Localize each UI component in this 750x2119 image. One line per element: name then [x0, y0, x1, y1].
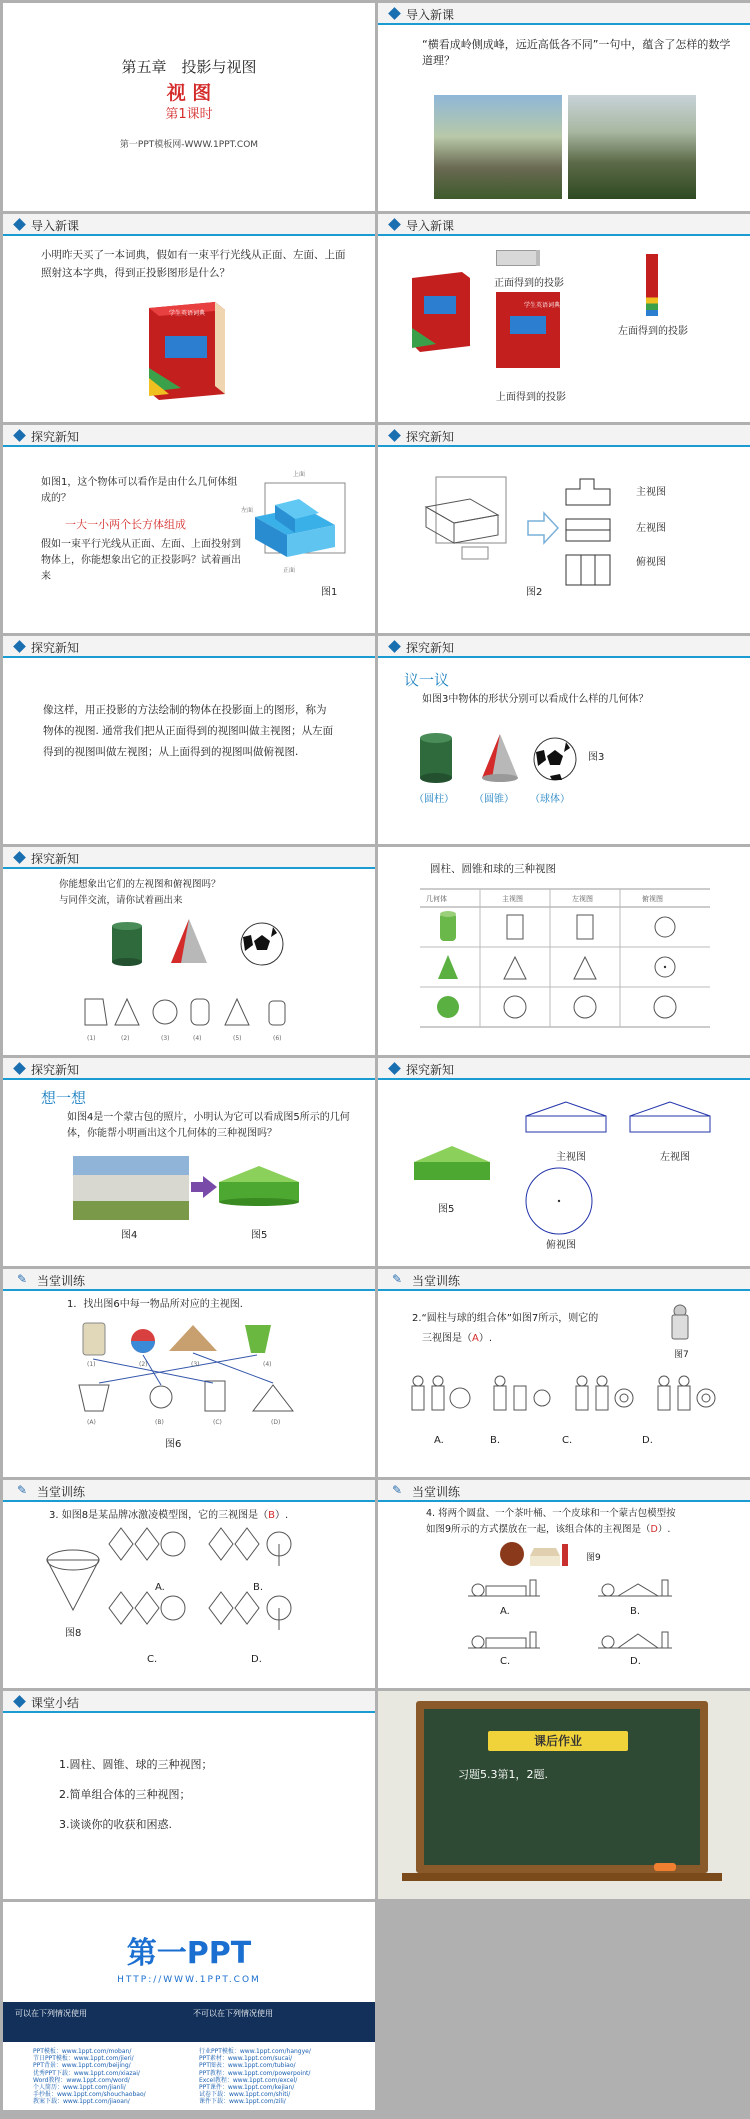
figure5-caption: 图5 [251, 1230, 268, 1241]
top-projection-label: 上面得到的投影 [496, 392, 566, 403]
summary-item: 2.简单组合体的三种视图； [59, 1788, 191, 1801]
cone-icon [169, 917, 209, 969]
candidate-label-5: (5) [233, 1035, 242, 1042]
top-projection-shape [496, 250, 538, 266]
projection-question: 假如一束平行光线从正面、左面、上面投射到物体上，你能想象出它的正投影吗？试着画出来 [41, 539, 241, 582]
exercise1-question: 1．找出图6中每一物品所对应的主视图. [67, 1299, 243, 1310]
ad-link[interactable]: 试卷下载：www.1ppt.com/shiti/ [199, 2091, 291, 2099]
candidate-label-6: (6) [273, 1035, 282, 1042]
slide-imagine-views[interactable] [3, 847, 375, 1055]
links-right [199, 2048, 311, 2106]
mountain-photo-2 [568, 95, 696, 199]
ad-link[interactable]: PPT素材：www.1ppt.com/sucai/ [199, 2055, 293, 2063]
sphere-icon [532, 736, 578, 782]
item-label-2: (2) [139, 1361, 148, 1368]
imagine-question-1: 你能想象出它们的左视图和俯视图吗？ [59, 879, 221, 890]
diamond-icon [13, 1062, 26, 1075]
exercise2-options-figure [408, 1373, 728, 1421]
label-front: 正面 [283, 567, 296, 574]
slide-header-bar [3, 1691, 375, 1713]
answer-cone: （圆锥） [474, 794, 514, 805]
figure5-caption: 图5 [438, 1204, 455, 1215]
ad-link[interactable]: 个人简历：www.1ppt.com/jianli/ [33, 2084, 126, 2092]
slide-discuss[interactable] [378, 636, 750, 844]
diamond-icon [388, 429, 401, 442]
logo-url[interactable]: HTTP://WWW.1PPT.COM [117, 1975, 261, 1985]
dictionary-3d-icon [406, 270, 476, 356]
exercise3-options-figure [107, 1526, 307, 1654]
option-a[interactable]: A. [500, 1606, 510, 1617]
ad-link[interactable]: 手抄报：www.1ppt.com/shouchaobao/ [33, 2091, 146, 2099]
exercise4-question-2: 如图9所示的方式摆放在一起，该组合体的主视图是（D）. [426, 1524, 671, 1535]
option-d[interactable]: D. [642, 1435, 653, 1446]
mountain-photo-1 [434, 95, 562, 199]
left-view-label: 左视图 [636, 523, 666, 534]
slide-views-definition[interactable] [3, 636, 375, 844]
figure2-caption: 图2 [526, 587, 543, 598]
option-b[interactable]: B. [490, 1435, 501, 1446]
ad-link[interactable]: 课件下载：www.1ppt.com/zili/ [199, 2098, 286, 2106]
arrow-right-icon [526, 511, 560, 545]
pencil-icon: ✎ [392, 1483, 403, 1497]
yurt-model-icon [412, 1142, 492, 1190]
views-table [420, 887, 710, 1053]
table-header-left: 左视图 [572, 895, 593, 903]
candidate-label-4: (4) [193, 1035, 202, 1042]
slide-header-bar [3, 425, 375, 447]
slide-header-bar [3, 636, 375, 658]
header-label: 导入新课 [31, 219, 80, 233]
exercise3-answer: B [268, 1510, 275, 1521]
composition-question: 如图1，这个物体可以看作是由什么几何体组成的？ [41, 477, 238, 504]
item-label-4: (4) [263, 1361, 272, 1368]
slide-header-bar [378, 1480, 750, 1502]
figure3-caption: 图3 [588, 752, 605, 763]
candidate-label-1: (1) [87, 1035, 96, 1042]
imagine-question-2: 与同伴交流，请你试着画出来 [59, 895, 183, 906]
option-label-d: (D) [271, 1419, 281, 1426]
header-label: 课堂小结 [31, 1696, 80, 1710]
pencil-icon: ✎ [17, 1483, 28, 1497]
header-label: 探究新知 [31, 641, 80, 655]
label-left: 左面 [241, 507, 254, 514]
top-view-label: 俯视图 [546, 1240, 576, 1251]
option-d[interactable]: D. [251, 1654, 262, 1665]
slide-figure1[interactable] [3, 425, 375, 633]
figure1-box-icon [239, 473, 359, 573]
left-view-label: 左视图 [660, 1152, 690, 1163]
left-projection-shape [646, 254, 658, 316]
option-c[interactable]: C. [500, 1656, 511, 1667]
links-left [33, 2048, 146, 2106]
option-c[interactable]: C. [147, 1654, 158, 1665]
header-label: 当堂训练 [37, 1274, 86, 1288]
exercise4-answer: D [650, 1524, 658, 1535]
summary-item: 3.谈谈你的收获和困惑. [59, 1818, 172, 1831]
option-b[interactable]: B. [253, 1582, 264, 1593]
header-label: 当堂训练 [412, 1274, 461, 1288]
yurt-photo [73, 1156, 189, 1220]
table-header-shape: 几何体 [426, 895, 447, 903]
pencil-icon: ✎ [392, 1272, 403, 1286]
sphere-icon [239, 921, 285, 967]
usage-allowed-label: 可以在下列情况使用 [15, 2009, 87, 2018]
slide-header-bar [3, 214, 375, 236]
diamond-icon [13, 640, 26, 653]
slide-dictionary-question[interactable] [3, 214, 375, 422]
option-label-b: (B) [155, 1419, 164, 1426]
pencil-icon: ✎ [17, 1272, 28, 1286]
views-definition-text: 像这样，用正投影的方法绘制的物体在投影面上的图形，称为物体的视图. 通常我们把从正面得到的视图叫做主视图；从左面得到的视图叫做左视图；从上面得到的视图叫做俯视图. [43, 704, 334, 758]
logo-text: 第一PPT [126, 1936, 252, 1971]
three-views-icon [564, 477, 616, 593]
ad-link[interactable]: 节日PPT模板：www.1ppt.com/jieri/ [33, 2055, 134, 2063]
slide-header-bar [378, 1058, 750, 1080]
arrow-right-icon [189, 1174, 219, 1200]
exercise3-question: 3. 如图8是某品牌冰激凌模型图，它的三视图是（B）. [49, 1510, 289, 1521]
front-projection-label: 正面得到的投影 [494, 278, 564, 289]
header-label: 探究新知 [406, 641, 455, 655]
exercise2-question-2: 三视图是（A）. [422, 1333, 493, 1344]
diamond-icon [388, 218, 401, 231]
site-label: 第一PPT模板网-WWW.1PPT.COM [119, 140, 259, 150]
ad-link[interactable]: Word教程：www.1ppt.com/word/ [33, 2076, 130, 2084]
think-heading: 想一想 [41, 1089, 87, 1107]
left-view-shape [628, 1100, 712, 1136]
slide-header-bar [378, 636, 750, 658]
table-header-top: 俯视图 [642, 895, 663, 903]
option-d[interactable]: D. [630, 1656, 641, 1667]
ad-link[interactable]: Excel教程：www.1ppt.com/excel/ [199, 2076, 298, 2084]
top-projection-edge [536, 250, 540, 266]
poem-question: “横看成岭侧成峰，远近高低各不同”一句中，蕴含了怎样的数学道理？ [422, 38, 731, 67]
slide-header-bar [378, 214, 750, 236]
answer-cylinder: （圆柱） [414, 794, 454, 805]
top-view-label: 俯视图 [636, 557, 666, 568]
chalk-tray [402, 1873, 722, 1881]
option-b[interactable]: B. [630, 1606, 641, 1617]
header-label: 当堂训练 [412, 1485, 461, 1499]
exercise2-question-1: 2.“圆柱与球的组合体”如图7所示，则它的 [412, 1313, 599, 1324]
ad-link[interactable]: 教案下载：www.1ppt.com/jiaoan/ [33, 2098, 130, 2106]
slide-header-bar [378, 425, 750, 447]
header-label: 导入新课 [406, 219, 455, 233]
slide-header-bar [3, 1480, 375, 1502]
slide-yurt-views[interactable] [378, 1058, 750, 1266]
item-label-1: (1) [87, 1361, 96, 1368]
slide-exercise-1[interactable] [3, 1269, 375, 1477]
exercise2-answer: A [472, 1333, 479, 1344]
diamond-icon [13, 429, 26, 442]
ice-cream-icon [43, 1546, 103, 1616]
ad-link[interactable]: PPT图表：www.1ppt.com/tubiao/ [199, 2062, 296, 2070]
slide-exercise-4[interactable] [378, 1480, 750, 1688]
exercise4-question-1: 4. 将两个圆盘、一个茶叶桶、一个皮球和一个蒙古包模型按 [426, 1508, 676, 1519]
header-label: 探究新知 [406, 1063, 455, 1077]
slide-title[interactable] [3, 3, 375, 211]
slide-main-title: 视 图 [166, 82, 212, 104]
answer-sphere: （球体） [530, 794, 570, 805]
cone-icon [478, 732, 522, 784]
option-label-a: (A) [87, 1419, 96, 1426]
label-top: 上面 [293, 471, 306, 478]
chapter-title: 第五章 投影与视图 [121, 58, 257, 76]
figure8-caption: 图8 [65, 1628, 82, 1639]
figure7-caption: 图7 [674, 1350, 689, 1360]
slide-header-bar [378, 1269, 750, 1291]
dictionary-question: 小明昨天买了一本词典，假如有一束平行光线从正面、左面、上面照射这本字典，得到正投影图形是什么？ [41, 249, 346, 279]
summary-item: 1.圆柱、圆锥、球的三种视图； [59, 1758, 213, 1771]
header-label: 探究新知 [31, 430, 80, 444]
ad-link[interactable]: 行业PPT模板：www.1ppt.com/hangye/ [199, 2048, 311, 2055]
candidate-shapes-icon [83, 995, 303, 1031]
candidate-label-2: (2) [121, 1035, 130, 1042]
figure1-caption: 图1 [321, 587, 338, 598]
header-label: 探究新知 [31, 1063, 80, 1077]
chalk-piece [654, 1863, 676, 1871]
top-view-shape [524, 1166, 594, 1236]
diamond-icon [13, 218, 26, 231]
figure9-caption: 图9 [586, 1553, 601, 1563]
homework-title: 课后作业 [533, 1734, 582, 1748]
diamond-icon [13, 851, 26, 864]
diamond-icon [388, 1062, 401, 1075]
item-label-3: (3) [191, 1361, 200, 1368]
cylinder-sphere-icon [668, 1303, 692, 1343]
slide-header-bar [3, 847, 375, 869]
slide-header-bar [3, 1269, 375, 1291]
combination-icon [498, 1540, 568, 1570]
slide-views-table[interactable] [378, 847, 750, 1055]
diamond-icon [13, 1695, 26, 1708]
diamond-icon [388, 7, 401, 20]
yurt-question: 如图4是一个蒙古包的照片，小明认为它可以看成图5所示的几何体，你能帮小明画出这个几何体的三种视图吗？ [67, 1112, 350, 1139]
figure4-caption: 图4 [121, 1230, 138, 1241]
slide-homework[interactable] [378, 1691, 750, 1899]
front-view-label: 主视图 [636, 487, 666, 498]
front-view-shape [524, 1100, 608, 1136]
header-label: 探究新知 [31, 852, 80, 866]
option-c[interactable]: C. [562, 1435, 573, 1446]
ad-link[interactable]: PPT教程：www.1ppt.com/powerpoint/ [199, 2069, 311, 2077]
header-label: 当堂训练 [37, 1485, 86, 1499]
dictionary-title-2: 学生英语词典 [524, 302, 561, 309]
header-label: 探究新知 [406, 430, 455, 444]
option-a[interactable]: A. [434, 1435, 444, 1446]
candidate-label-3: (3) [161, 1035, 170, 1042]
cylinder-icon [109, 921, 145, 969]
slide-dictionary-projections[interactable] [378, 214, 750, 422]
slide-exercise-2[interactable] [378, 1269, 750, 1477]
slide-figure2[interactable] [378, 425, 750, 633]
composition-answer: 一大一小两个长方体组成 [65, 518, 186, 531]
slide-ad[interactable] [3, 1902, 375, 2110]
front-view-label: 主视图 [556, 1152, 586, 1163]
option-a[interactable]: A. [155, 1582, 165, 1593]
ad-link[interactable]: PPT课件：www.1ppt.com/kejian/ [199, 2084, 295, 2092]
slide-intro-poem[interactable] [378, 3, 750, 211]
dictionary-title: 学生英语词典 [169, 310, 206, 317]
ad-link[interactable]: PPT背景：www.1ppt.com/beijing/ [33, 2062, 131, 2070]
discuss-question: 如图3中物体的形状分别可以看成什么样的几何体？ [422, 694, 649, 705]
table-header-front: 主视图 [502, 895, 523, 903]
usage-forbidden-label: 不可以在下列情况使用 [193, 2009, 273, 2018]
homework-text: 习题5.3第1，2题. [458, 1768, 548, 1781]
figure6-caption: 图6 [165, 1439, 182, 1450]
slide-header-bar [378, 3, 750, 25]
lesson-label: 第1课时 [165, 107, 213, 122]
header-label: 导入新课 [406, 8, 455, 22]
diamond-icon [388, 640, 401, 653]
slide-yurt[interactable] [3, 1058, 375, 1266]
ad-link[interactable]: 优秀PPT下载：www.1ppt.com/xiazai/ [33, 2069, 140, 2077]
left-projection-label: 左面得到的投影 [618, 326, 688, 337]
table-title: 圆柱、圆锥和球的三种视图 [430, 863, 556, 875]
figure2-box-icon [412, 467, 522, 567]
slide-exercise-3[interactable] [3, 1480, 375, 1688]
ad-link[interactable]: PPT模板：www.1ppt.com/moban/ [33, 2048, 132, 2055]
cylinder-icon [416, 732, 456, 784]
slide-header-bar [3, 1058, 375, 1080]
yurt-model-icon [217, 1162, 301, 1212]
slide-summary[interactable] [3, 1691, 375, 1899]
option-label-c: (C) [213, 1419, 222, 1426]
discuss-heading: 议一议 [404, 671, 450, 689]
